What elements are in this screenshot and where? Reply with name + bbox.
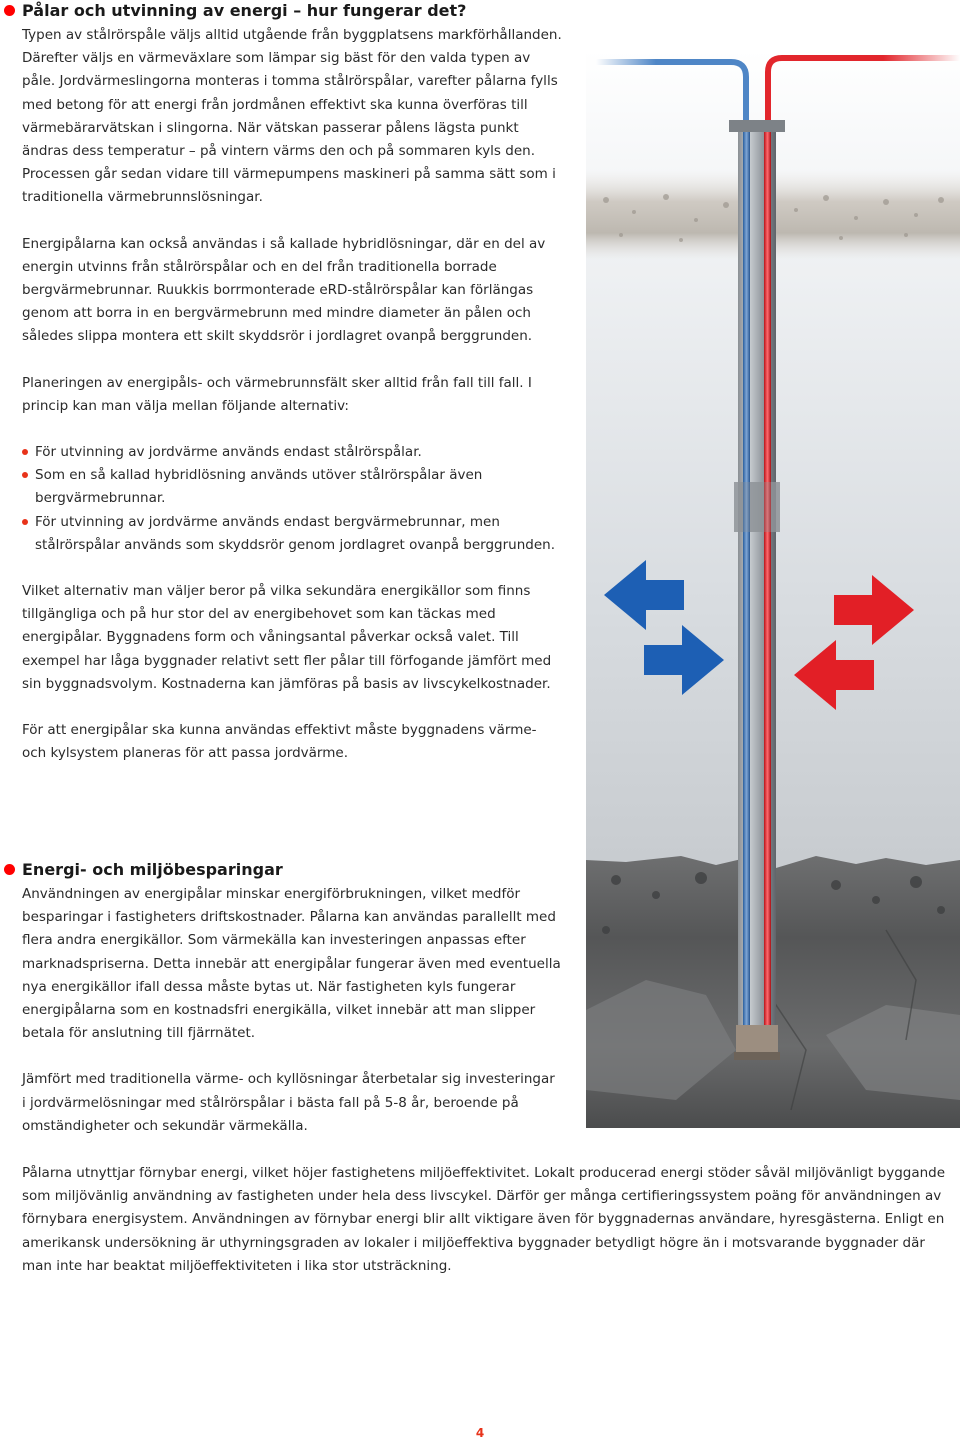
pile-head-plate: [729, 120, 785, 132]
pile-tip: [736, 1025, 778, 1055]
list-bullet-icon: [22, 472, 28, 478]
section-energy-savings: [22, 859, 562, 1138]
section-heading: [22, 0, 562, 22]
list-item-text: Som en så kallad hybridlösning används utöver stålrörspålar även bergvärmebrunnar.: [35, 467, 483, 507]
paragraph: Typen av stålrörspåle väljs alltid utgående från byggplatsens markförhållanden. Därefter väljs en värmeväxlare som lämpar sig bäst för den valda typen av påle. Jordvärmeslingorna monteras i tomma stålrörspålar, varefter pålarna fylls med betong för att energi från jordmånen effektivt ska kunna överföras till värmebärarvätskan i slingorna. När vätskan passerar pålens lägsta punkt ändras dess temperatur – på vintern värms den och på sommaren kyls den. Processen går sedan vidare till värmepumpens maskineri på samma sätt som i traditionella värmebrunnslösningar.: [22, 27, 562, 206]
paragraph: Planeringen av energipåls- och värmebrunnsfält sker alltid från fall till fall. I princip kan man välja mellan följande alternativ:: [22, 374, 532, 414]
coupling-warm-tube: [764, 482, 771, 532]
paragraph-full-width: Pålarna utnyttjar förnybar energi, vilket höjer fastighetens miljöeffektivitet. Lokalt producerad energi stöder såväl miljövänligt byggande som miljövänlig användning av fastigheten under hela dess livscykel. Därför ger många certifieringssystem poäng för användningen av förnybara energisystem. Användningen av förnybar energi blir allt viktigare även för byggnadernas användare, hyresgästerna. Enligt en amerikansk undersökning är uthyrningsgraden av lokaler i miljöeffektiva byggnader betydligt högre än i motsvarande byggnader där man inte har beaktat miljöeffektiviteten i lika stor utsträckning.: [22, 1165, 946, 1274]
list-bullet-icon: [22, 519, 28, 525]
paragraph: För att energipålar ska kunna användas effektivt måste byggnadens värme- och kylsystem planeras för att passa jordvärme.: [22, 722, 537, 762]
pile-tip-ring: [734, 1052, 780, 1060]
paragraph: Energipålarna kan också användas i så kallade hybridlösningar, där en del av energin utvinns från stålrörspålar och en del från traditionella borrade bergvärmebrunnar. Ruukkis borrmonterade eRD-stålrörspålar kan förlängas genom att borra in en bergvärmebrunn med mindre diameter än pålen och således slippa montera ett skilt skyddsrör i jordlagret ovanpå berggrunden.: [22, 235, 546, 345]
list-item-text: För utvinning av jordvärme används endast stålrörspålar.: [35, 444, 422, 461]
warm-tube-inner: [764, 132, 771, 1052]
section-energy-extraction: [22, 0, 562, 765]
pile-coupling: [734, 482, 780, 532]
paragraph: Vilket alternativ man väljer beror på vilka sekundära energikällor som finns tillgängliga och på hur stor del av energibehovet som kan täckas med energipålar. Byggnadens form och våningsantal påverkar också valet. Till exempel har låga byggnader relativt sett fler pålar till förfogande jämfört med sin byggnadsvolym. Kostnaderna kan jämföras på basis av livscykelkostnader.: [22, 583, 552, 692]
heading-text: Pålar och utvinning av energi – hur fungerar det?: [22, 1, 467, 20]
paragraph: Användningen av energipålar minskar energiförbrukningen, vilket medför besparingar i fastigheters driftskostnader. Pålarna kan användas parallellt med flera andra energikällor. Som värmekälla kan investeringen anpassas efter marknadspriserna. Detta innebär att energipålar fungerar även med eventuella nya energikällor ifall dessa måste bytas ut. När fastigheten kyls fungerar energipålarna som en kostnadsfri energikälla, vilket innebär att man slipper betala för anslutning till fjärrnätet.: [22, 886, 561, 1042]
list-item-text: För utvinning av jordvärme används endast bergvärmebrunnar, men stålrörspålar används som skyddsrör genom jordlagret ovanpå berggrunden.: [35, 513, 556, 553]
energy-pile-illustration: [586, 50, 960, 1128]
coupling-cold-tube: [743, 482, 750, 532]
heading-bullet-icon: [4, 5, 15, 16]
list-item: [22, 464, 562, 510]
list-item: [22, 441, 562, 464]
list-item: [22, 511, 562, 557]
cold-tube-inner: [743, 132, 750, 1052]
heading-bullet-icon: [4, 864, 15, 875]
heading-text: Energi- och miljöbesparingar: [22, 860, 283, 879]
page-number: 4: [475, 1426, 485, 1440]
section-heading: [22, 859, 562, 881]
list-bullet-icon: [22, 449, 28, 455]
alternatives-list: [22, 441, 562, 557]
paragraph: Jämfört med traditionella värme- och kyllösningar återbetalar sig investeringar i jordvärmelösningar med stålrörspålar i bästa fall på 5-8 år, beroende på omständigheter och sekundär värmekälla.: [22, 1071, 555, 1134]
